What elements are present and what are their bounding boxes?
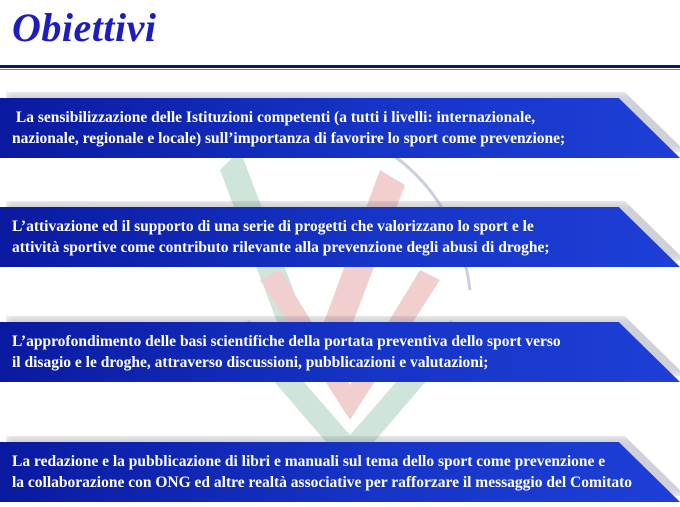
page-title: Obiettivi <box>12 5 157 50</box>
objective-item-2 <box>0 207 680 267</box>
objective-item-4 <box>0 442 680 502</box>
objective-item-3 <box>0 322 680 382</box>
objective-text-3: L’approfondimento delle basi scientifiche della portata preventiva dello sport verso il disagio e le droghe, attraverso discussioni, pubblicazioni e valutazioni; <box>12 333 561 371</box>
objective-text-1: La sensibilizzazione delle Istituzioni competenti (a tutti i livelli: internazionale, nazionale, regionale e locale) sull’importanza di favorire lo sport come prevenzione; <box>12 109 566 147</box>
title-divider-thin <box>0 69 680 70</box>
objective-text-2: L’attivazione ed il supporto di una serie di progetti che valorizzano lo sport e le attività sportive come contributo rilevante alla prevenzione degli abusi di droghe; <box>12 218 550 256</box>
objective-text-4: La redazione e la pubblicazione di libri e manuali sul tema dello sport come prevenzione e la collaborazione con ONG ed altre realtà associative per rafforzare il messaggio del Comitato <box>12 453 633 491</box>
title-divider <box>0 65 680 68</box>
objective-item-1 <box>0 98 680 158</box>
